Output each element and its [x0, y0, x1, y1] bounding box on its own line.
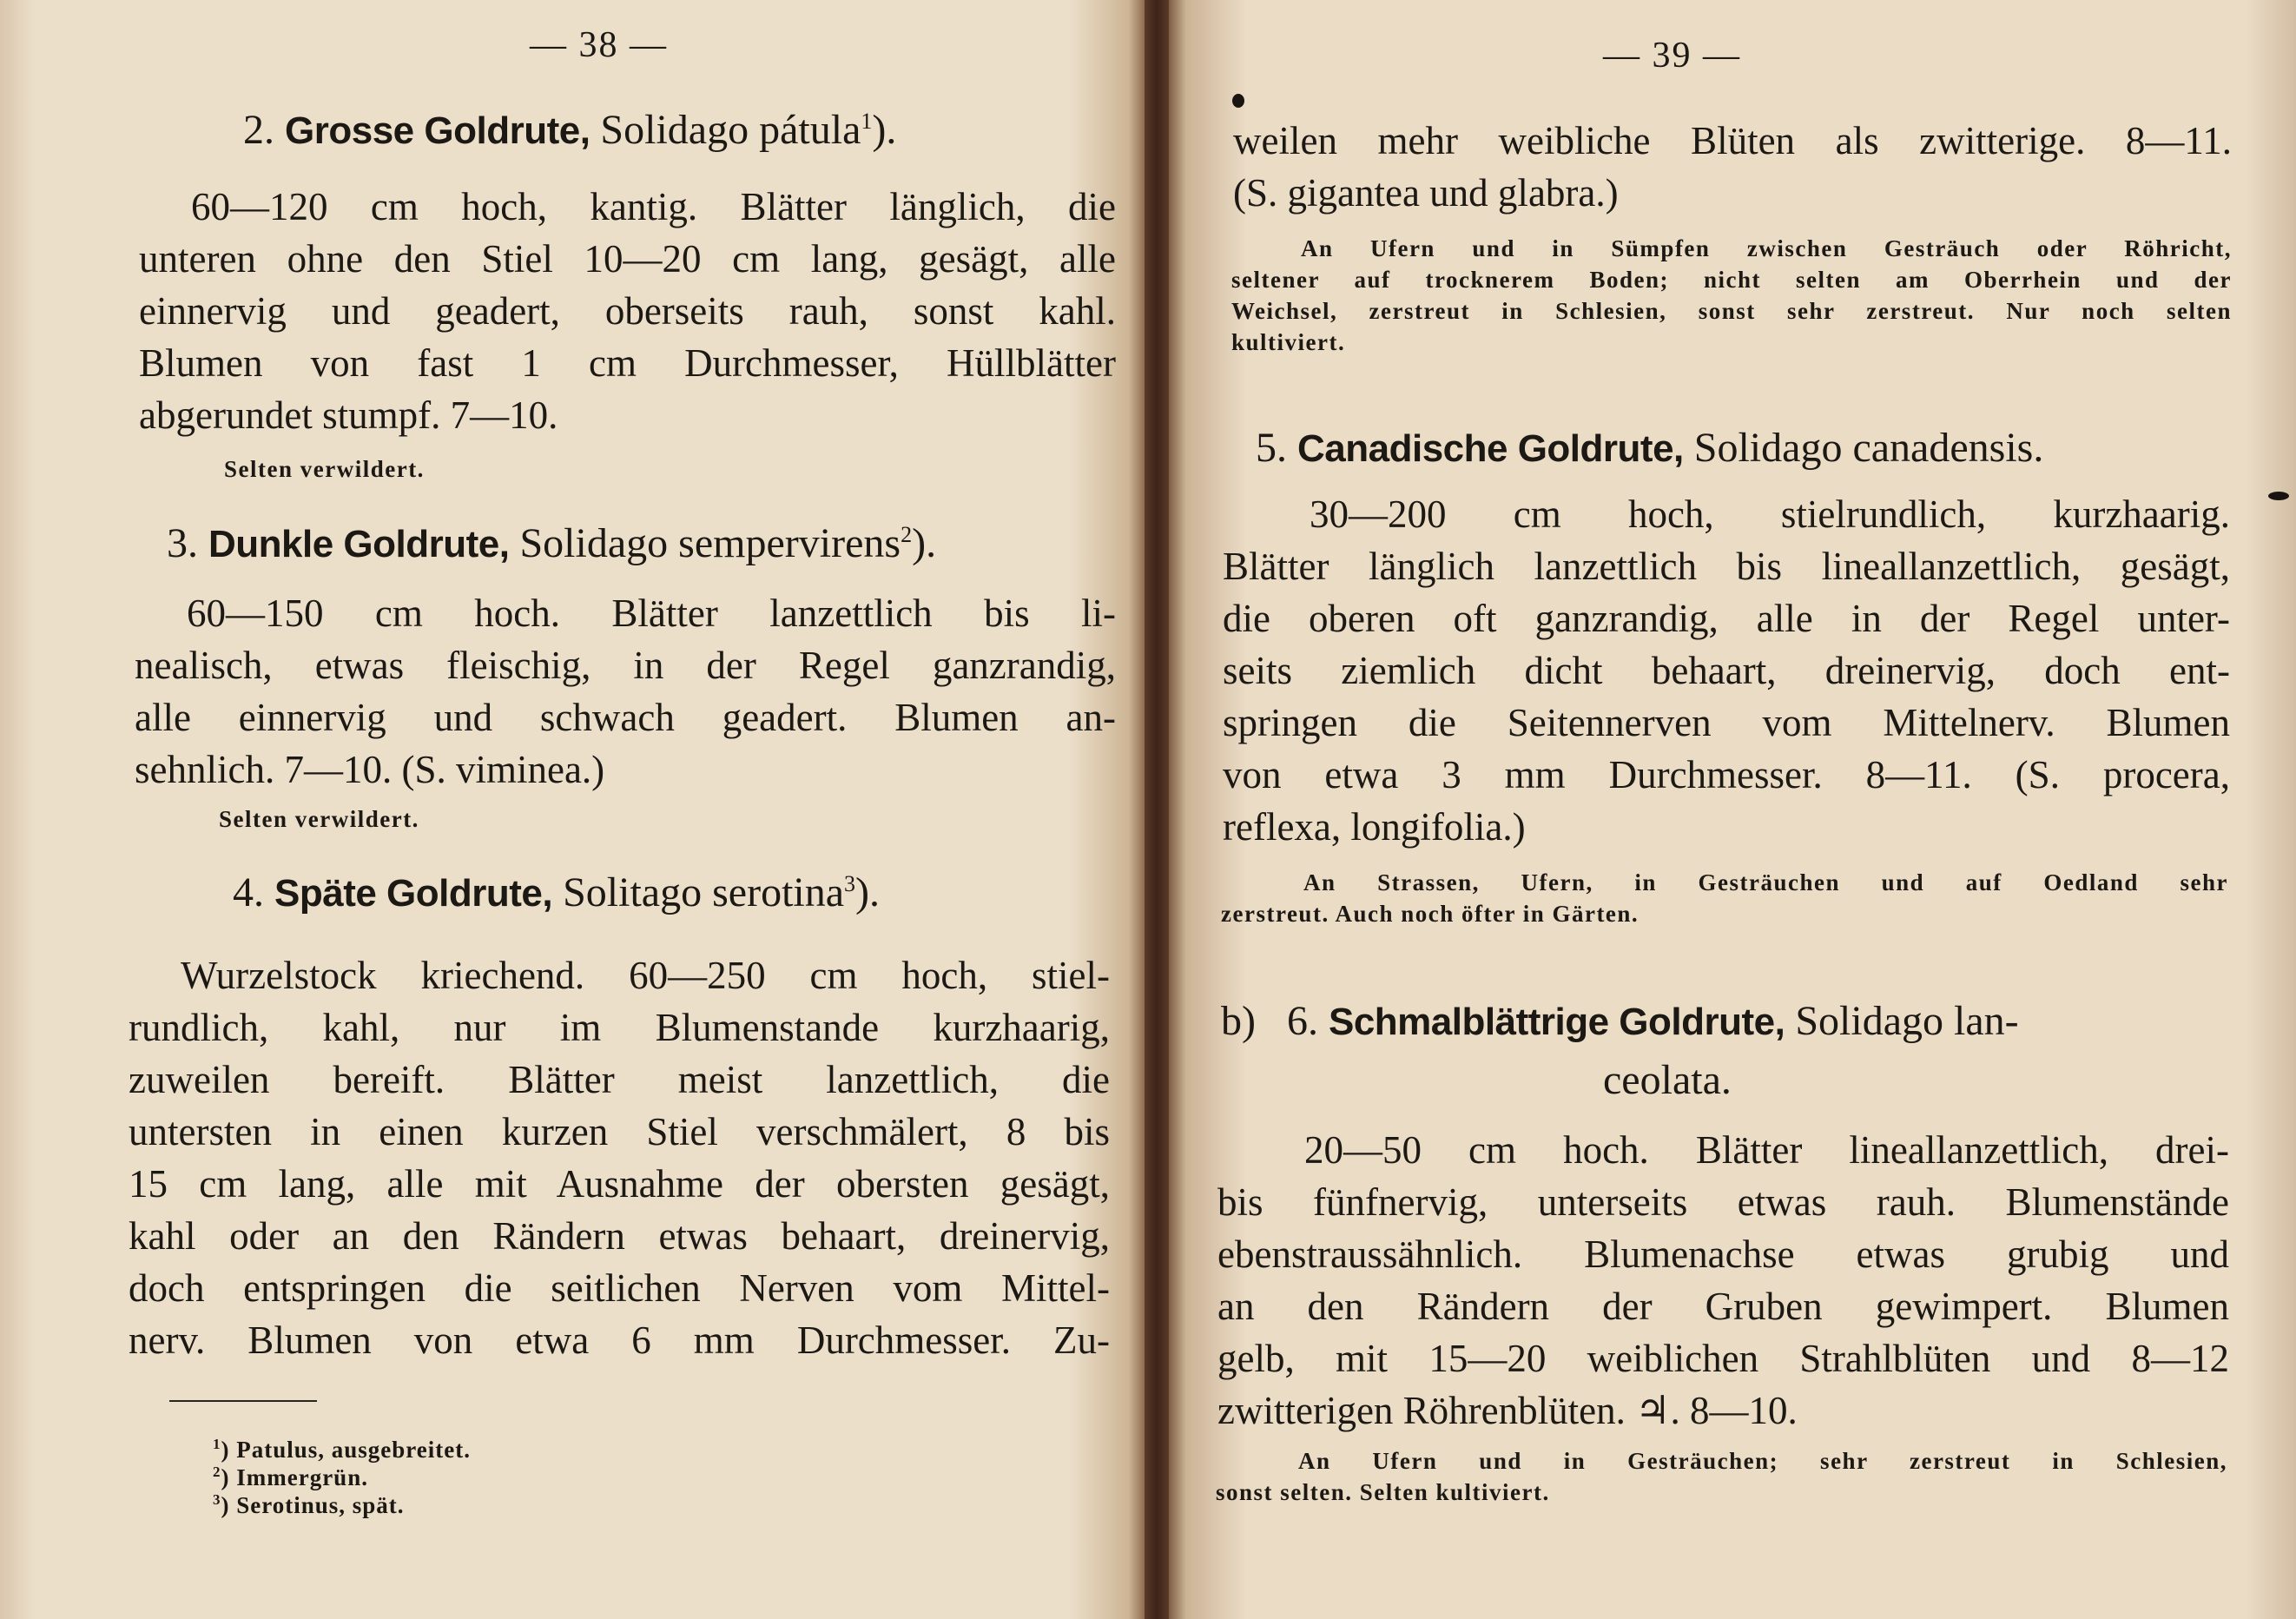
footnote: [213, 1431, 471, 1463]
entry-2-body: [139, 181, 1116, 441]
entry-prefix: b): [1221, 998, 1256, 1044]
text-line: (S. gigantea und glabra.): [1233, 171, 1619, 215]
text-line: nealisch, etwas fleischig, in der Regel ganzrandig,: [135, 644, 1116, 687]
book-gutter: [1145, 0, 1169, 1619]
text-line: 15 cm lang, alle mit Ausnahme der obersten gesägt,: [129, 1162, 1110, 1206]
text-line: nerv. Blumen von etwa 6 mm Durchmesser. Zu-: [129, 1318, 1110, 1362]
text-line: bis fünfnervig, unterseits etwas rauh. Blumenstände: [1217, 1180, 2229, 1224]
entry-name: Dunkle Goldrute,: [208, 523, 510, 565]
text-line: unteren ohne den Stiel 10—20 cm lang, gesägt, alle: [139, 237, 1116, 281]
text-line: ebenstraussähnlich. Blumenachse etwas grubig und: [1217, 1232, 2229, 1276]
entry-latin: Solidago pátula: [590, 107, 861, 153]
entry-name: Grosse Goldrute,: [285, 109, 590, 152]
entry-2-heading: [243, 106, 896, 154]
note-line: Weichsel, zerstreut in Schlesien, sonst sehr zerstreut. Nur noch selten: [1231, 298, 2232, 324]
entry-2-note: [224, 453, 425, 485]
entry-latin: Solitago serotina: [552, 869, 845, 915]
note-line: An Strassen, Ufern, in Gesträuchen und auf Oedland sehr: [1303, 869, 2228, 895]
footnote-text: ) Serotinus, spät.: [221, 1492, 405, 1518]
entry-number: 3.: [167, 520, 198, 566]
text-line: gelb, mit 15—20 weiblichen Strahlblüten und 8—12: [1217, 1337, 2229, 1380]
text-line: 20—50 cm hoch. Blätter lineallanzettlich, drei-: [1304, 1128, 2229, 1172]
note-line: An Ufern und in Gesträuchen; sehr zerstreut in Schlesien,: [1298, 1448, 2227, 1474]
text-line: von etwa 3 mm Durchmesser. 8—11. (S. procera,: [1223, 753, 2230, 796]
text-line: seits ziemlich dicht behaart, dreinervig, doch ent-: [1223, 649, 2230, 692]
entry-name: Canadische Goldrute,: [1297, 427, 1684, 470]
ink-speck: [1232, 94, 1244, 108]
entry-5-body: [1223, 488, 2230, 853]
right-page: [1169, 0, 2296, 1619]
text-line: einnervig und geadert, oberseits rauh, sonst kahl.: [139, 289, 1116, 333]
footnote: [213, 1459, 368, 1490]
entry-5-heading: [1256, 424, 2043, 472]
entry-number: 6.: [1286, 998, 1318, 1044]
entry-6-body: [1217, 1124, 2229, 1437]
note-line: zerstreut. Auch noch öfter in Gärten.: [1221, 901, 1640, 927]
text-line: alle einnervig und schwach geadert. Blumen an-: [135, 696, 1116, 739]
footnote-ref: 3: [844, 871, 856, 896]
footnote-text: ) Immergrün.: [221, 1464, 368, 1490]
entry-number: 2.: [243, 107, 274, 153]
text-line: Blumen von fast 1 cm Durchmesser, Hüllblätter: [139, 341, 1116, 385]
entry-5-note: [1221, 867, 2228, 929]
page-number-left: — 38 —: [530, 25, 668, 65]
footnote-mark: 3: [213, 1491, 221, 1508]
entry-latin: ceolata.: [1603, 1057, 1732, 1103]
entry-name: Späte Goldrute,: [274, 872, 553, 915]
text-line: weilen mehr weibliche Blüten als zwitterige. 8—11.: [1233, 119, 2232, 162]
continuation-body: [1233, 115, 2232, 219]
note-line: kultiviert.: [1231, 329, 1346, 355]
entry-latin: Solidago canadensis.: [1683, 425, 2044, 471]
entry-name: Schmalblättrige Goldrute,: [1328, 1001, 1785, 1043]
text-line: kahl oder an den Rändern etwas behaart, dreinervig,: [129, 1214, 1110, 1258]
entry-6-note: [1216, 1445, 2227, 1508]
text-line: abgerundet stumpf. 7—10.: [139, 393, 558, 437]
entry-6-heading-cont: [1603, 1056, 1732, 1104]
footnote: [213, 1487, 405, 1518]
footnote-mark: 1: [213, 1436, 221, 1452]
entry-6-heading: [1221, 997, 2220, 1045]
text-line: rundlich, kahl, nur im Blumenstande kurzhaarig,: [129, 1006, 1110, 1049]
text-line: sehnlich. 7—10. (S. viminea.): [135, 748, 605, 791]
note-line: sonst selten. Selten kultiviert.: [1216, 1479, 1550, 1505]
text-line: reflexa, longifolia.): [1223, 805, 1526, 849]
heading-close: ).: [855, 869, 881, 915]
footnote-divider: [169, 1400, 317, 1402]
note-line: seltener auf trocknerem Boden; nicht selten am Oberrhein und der: [1231, 267, 2232, 293]
entry-4-heading: [233, 869, 880, 916]
page-number-right: — 39 —: [1603, 36, 1741, 76]
continuation-note: [1231, 233, 2232, 358]
footnote-ref: 1: [861, 109, 873, 134]
footnote-ref: 2: [901, 522, 913, 547]
footnote-mark: 2: [213, 1464, 221, 1480]
heading-close: ).: [912, 520, 937, 566]
text-line: 30—200 cm hoch, stielrundlich, kurzhaarig.: [1310, 492, 2230, 536]
text-line: 60—150 cm hoch. Blätter lanzettlich bis li-: [187, 591, 1116, 635]
note-line: Selten verwildert.: [224, 456, 425, 482]
note-line: Selten verwildert.: [219, 806, 419, 832]
heading-close: ).: [872, 107, 897, 153]
footnote-text: ) Patulus, ausgebreitet.: [221, 1437, 471, 1463]
text-line: zwitterigen Röhrenblüten. ♃. 8—10.: [1217, 1389, 1798, 1432]
entry-latin: Solidago sempervirens: [509, 520, 901, 566]
note-line: An Ufern und in Sümpfen zwischen Gesträuch oder Röhricht,: [1301, 235, 2232, 261]
left-page: [0, 0, 1145, 1619]
entry-latin: Solidago lan-: [1785, 998, 2019, 1044]
text-line: springen die Seitennerven vom Mittelnerv. Blumen: [1223, 701, 2230, 744]
text-line: die oberen oft ganzrandig, alle in der Regel unter-: [1223, 597, 2230, 640]
entry-3-heading: [167, 519, 936, 567]
text-line: zuweilen bereift. Blätter meist lanzettlich, die: [129, 1058, 1110, 1101]
text-line: 60—120 cm hoch, kantig. Blätter länglich, die: [191, 185, 1116, 228]
entry-3-note: [219, 803, 419, 835]
text-line: Blätter länglich lanzettlich bis lineallanzettlich, gesägt,: [1223, 545, 2230, 588]
text-line: untersten in einen kurzen Stiel verschmälert, 8 bis: [129, 1110, 1110, 1153]
entry-number: 5.: [1256, 425, 1287, 471]
text-line: doch entspringen die seitlichen Nerven vom Mittel-: [129, 1266, 1110, 1310]
entry-number: 4.: [233, 869, 264, 915]
entry-3-body: [135, 587, 1116, 796]
text-line: Wurzelstock kriechend. 60—250 cm hoch, stiel-: [181, 954, 1110, 997]
entry-4-body: [129, 949, 1110, 1366]
text-line: an den Rändern der Gruben gewimpert. Blumen: [1217, 1285, 2229, 1328]
ink-speck: [2268, 492, 2289, 500]
